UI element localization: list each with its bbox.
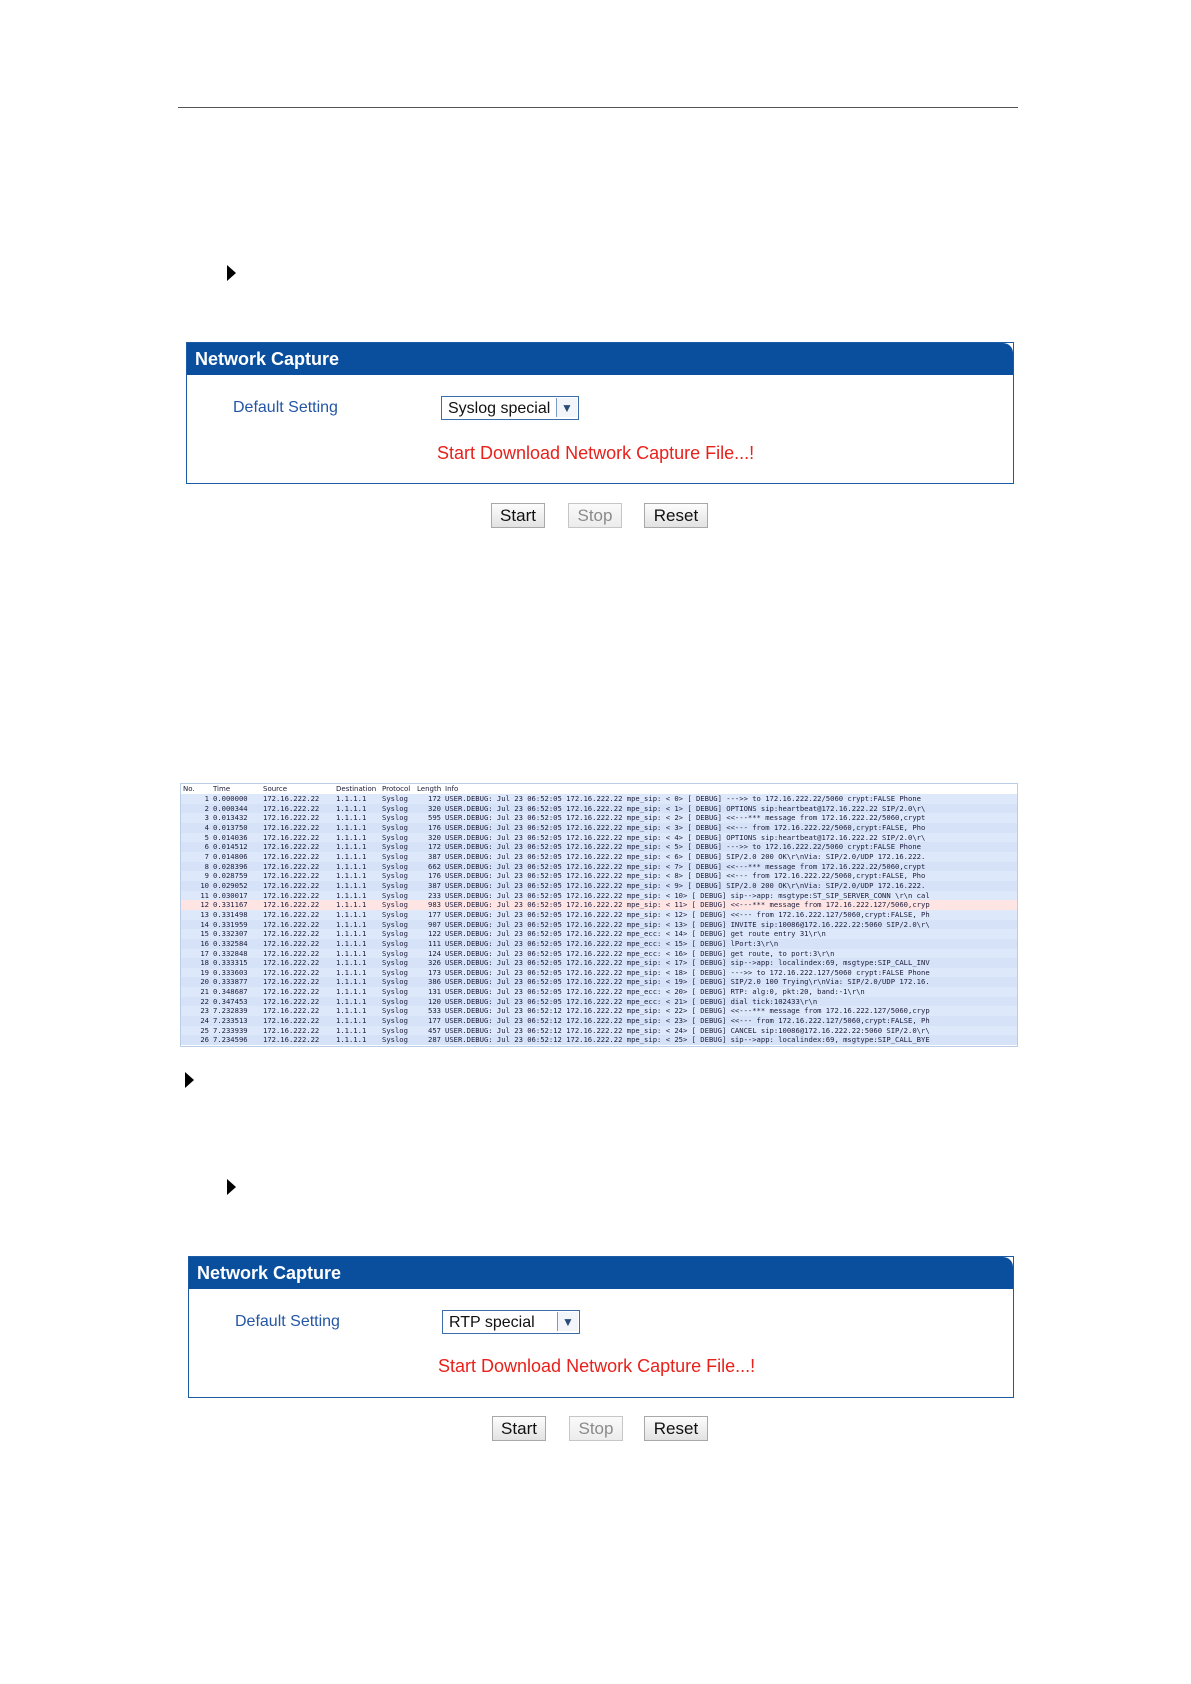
table-cell: 0.000344 [213,803,248,813]
table-cell: Syslog [382,803,408,813]
table-cell: USER.DEBUG: Jul 23 06:52:05 172.16.222.22 mpe_sip: < 4> [ DEBUG] OPTIONS sip:heartbeat@172.16.222.22 SIP/2.0\r\ [445,832,926,842]
table-cell: Syslog [382,1006,408,1016]
table-cell: 0.014036 [213,832,248,842]
table-cell: 1.1.1.1 [336,938,367,948]
table-cell: USER.DEBUG: Jul 23 06:52:05 172.16.222.22 mpe_sip: < 19> [ DEBUG] SIP/2.0 100 Trying\r\nVia: SIP/2.0/UDP 172.16. [445,977,930,987]
table-cell: 176 [428,871,441,881]
table-cell: 1.1.1.1 [336,890,367,900]
default-setting-select[interactable] [442,1310,580,1334]
table-cell: 287 [428,1035,441,1045]
table-row[interactable] [181,968,1017,978]
table-cell: USER.DEBUG: Jul 23 06:52:05 172.16.222.22 mpe_sip: < 2> [ DEBUG] <<---*** message from 172.16.222.22/5060,crypt [445,813,926,823]
table-cell: 172.16.222.22 [263,832,320,842]
table-cell: 1.1.1.1 [336,977,367,987]
table-cell: 907 [428,919,441,929]
table-cell: 0.348687 [213,987,248,997]
table-row[interactable] [181,881,1017,891]
panel-title: Network Capture [189,1257,1013,1289]
table-cell: 0.014806 [213,851,248,861]
table-body [181,794,1017,1045]
column-header[interactable]: Time [211,784,261,794]
table-cell: Syslog [382,909,408,919]
table-cell: 1.1.1.1 [336,996,367,1006]
table-cell: 111 [428,938,441,948]
reset-button[interactable]: Reset [644,1416,708,1441]
page-header-rule [178,107,1018,108]
table-cell: 457 [428,1025,441,1035]
table-cell: 1.1.1.1 [336,958,367,968]
table-cell: 172.16.222.22 [263,880,320,890]
table-cell: 177 [428,1016,441,1026]
table-cell: Syslog [382,977,408,987]
column-header[interactable]: No. [181,784,211,794]
table-cell: Syslog [382,890,408,900]
selected-option: Syslog special [448,400,551,417]
table-cell: Syslog [382,1016,408,1026]
table-cell: 0.331959 [213,919,248,929]
table-cell: 0.013432 [213,813,248,823]
table-cell: 172.16.222.22 [263,929,320,939]
table-cell: Syslog [382,794,408,803]
table-cell: Syslog [382,880,408,890]
column-header[interactable]: Length [417,785,442,793]
table-cell: 326 [428,958,441,968]
start-button[interactable]: Start [491,503,545,528]
table-cell: 0.029052 [213,880,248,890]
table-cell: 173 [428,967,441,977]
table-cell: USER.DEBUG: Jul 23 06:52:05 172.16.222.22 mpe_sip: < 12> [ DEBUG] <<--- from 172.16.222.127/5060,crypt:FALSE, Ph [445,909,930,919]
selected-option: RTP special [449,1314,535,1331]
table-cell: 4 [204,822,209,832]
table-cell: 172.16.222.22 [263,851,320,861]
table-cell: 172 [428,842,441,852]
table-cell: Syslog [382,871,408,881]
table-cell: 1.1.1.1 [336,794,367,803]
table-cell: 172.16.222.22 [263,1006,320,1016]
table-cell: 172.16.222.22 [263,900,320,910]
table-cell: 6 [204,842,209,852]
table-cell: USER.DEBUG: Jul 23 06:52:05 172.16.222.22 mpe_sip: < 5> [ DEBUG] --->> to 172.16.222.22/5060 crypt:FALSE Phone [445,842,921,852]
table-cell: USER.DEBUG: Jul 23 06:52:05 172.16.222.22 mpe_ecc: < 15> [ DEBUG] lPort:3\r\n [445,938,779,948]
table-row[interactable] [181,977,1017,987]
table-cell: USER.DEBUG: Jul 23 06:52:05 172.16.222.22 mpe_sip: < 17> [ DEBUG] sip-->app: localindex:69, msgtype:SIP_CALL_INV [445,958,930,968]
table-row[interactable] [181,794,1017,804]
table-cell: 983 [428,900,441,910]
table-cell: USER.DEBUG: Jul 23 06:52:05 172.16.222.22 mpe_sip: < 1> [ DEBUG] OPTIONS sip:heartbeat@172.16.222.22 SIP/2.0\r\ [445,803,926,813]
table-cell: 11 [200,890,209,900]
table-row[interactable] [181,823,1017,833]
table-cell: USER.DEBUG: Jul 23 06:52:05 172.16.222.22 mpe_sip: < 7> [ DEBUG] <<---*** message from 172.16.222.22/5060,crypt [445,861,926,871]
panel-title: Network Capture [187,343,1013,375]
table-cell: 124 [428,948,441,958]
bullet-arrow-icon [227,1179,236,1195]
table-cell: Syslog [382,822,408,832]
table-row[interactable] [181,852,1017,862]
table-cell: USER.DEBUG: Jul 23 06:52:05 172.16.222.22 mpe_ecc: < 16> [ DEBUG] get route, to port:3\r\n [445,948,835,958]
table-cell: USER.DEBUG: Jul 23 06:52:12 172.16.222.22 mpe_sip: < 24> [ DEBUG] CANCEL sip:10086@172.16.222.22:5060 SIP/2.0\r\ [445,1025,930,1035]
table-cell: 172.16.222.22 [263,813,320,823]
table-cell: 1.1.1.1 [336,929,367,939]
table-cell: USER.DEBUG: Jul 23 06:52:12 172.16.222.22 mpe_sip: < 25> [ DEBUG] sip-->app: localindex:69, msgtype:SIP_CALL_BYE [445,1035,930,1045]
table-row[interactable] [181,891,1017,901]
packet-capture-table [180,783,1018,1047]
table-cell: 176 [428,822,441,832]
table-cell: 233 [428,890,441,900]
table-row[interactable] [181,920,1017,930]
table-cell: 1.1.1.1 [336,909,367,919]
table-cell: 12 [200,900,209,910]
table-cell: 1.1.1.1 [336,822,367,832]
table-cell: 172.16.222.22 [263,987,320,997]
table-cell: 7.233513 [213,1016,248,1026]
table-row[interactable] [181,1006,1017,1016]
table-cell: 172.16.222.22 [263,948,320,958]
table-cell: 13 [200,909,209,919]
table-cell: USER.DEBUG: Jul 23 06:52:05 172.16.222.22 mpe_sip: < 13> [ DEBUG] INVITE sip:10086@172.16.222.22:5060 SIP/2.0\r\ [445,919,930,929]
table-cell: 24 [200,1016,209,1026]
table-row[interactable] [181,929,1017,939]
table-cell: 0.332307 [213,929,248,939]
table-cell: 533 [428,1006,441,1016]
default-setting-select[interactable] [441,396,579,420]
status-message: Start Download Network Capture File...! [438,1356,756,1376]
table-cell: 1.1.1.1 [336,871,367,881]
table-cell: 387 [428,880,441,890]
table-cell: 0.332584 [213,938,248,948]
table-cell: Syslog [382,958,408,968]
table-cell: 3 [204,813,209,823]
reset-button[interactable]: Reset [644,503,708,528]
default-setting-label: Default Setting [233,399,338,416]
chevron-down-icon[interactable]: ▼ [556,398,577,417]
table-cell: 0.331167 [213,900,248,910]
table-cell: 1.1.1.1 [336,900,367,910]
table-cell: 1.1.1.1 [336,880,367,890]
table-cell: 25 [200,1025,209,1035]
table-cell: Syslog [382,832,408,842]
table-cell: 7 [204,851,209,861]
column-header[interactable]: Protocol [380,784,415,794]
network-capture-panel-rtp [188,1256,1014,1398]
table-cell: 131 [428,987,441,997]
table-cell: 172.16.222.22 [263,977,320,987]
table-cell: 1.1.1.1 [336,842,367,852]
table-cell: Syslog [382,929,408,939]
table-cell: 0.347453 [213,996,248,1006]
table-cell: 1.1.1.1 [336,919,367,929]
column-header[interactable]: Source [261,784,334,794]
table-cell: 122 [428,929,441,939]
table-row[interactable] [181,842,1017,852]
table-cell: USER.DEBUG: Jul 23 06:52:05 172.16.222.22 mpe_sip: < 3> [ DEBUG] <<--- from 172.16.222.22/5060,crypt:FALSE, Pho [445,822,926,832]
table-cell: USER.DEBUG: Jul 23 06:52:12 172.16.222.22 mpe_sip: < 23> [ DEBUG] <<--- from 172.16.222.127/5060,crypt:FALSE, Ph [445,1016,930,1026]
table-cell: 172.16.222.22 [263,794,320,803]
table-cell: USER.DEBUG: Jul 23 06:52:05 172.16.222.22 mpe_sip: < 18> [ DEBUG] --->> to 172.16.222.127/5060 crypt:FALSE Phone [445,967,930,977]
table-cell: 1.1.1.1 [336,803,367,813]
table-cell: 0.028759 [213,871,248,881]
table-cell: 1.1.1.1 [336,832,367,842]
table-cell: USER.DEBUG: Jul 23 06:52:05 172.16.222.22 mpe_ecc: < 20> [ DEBUG] RTP: alg:0, pkt:20, band:-1\r\n [445,987,865,997]
table-cell: Syslog [382,987,408,997]
table-row[interactable] [181,804,1017,814]
table-row[interactable] [181,900,1017,910]
table-cell: 320 [428,803,441,813]
table-cell: 172.16.222.22 [263,871,320,881]
table-cell: 10 [200,880,209,890]
table-row[interactable] [181,949,1017,959]
default-setting-label: Default Setting [235,1313,340,1330]
table-cell: 172.16.222.22 [263,822,320,832]
column-header[interactable]: Info [443,784,1017,794]
table-cell: 172.16.222.22 [263,919,320,929]
table-cell: 0.014512 [213,842,248,852]
table-row[interactable] [181,871,1017,881]
table-cell: 15 [200,929,209,939]
table-cell: Syslog [382,996,408,1006]
table-cell: Syslog [382,851,408,861]
table-cell: 172.16.222.22 [263,958,320,968]
table-cell: Syslog [382,813,408,823]
table-cell: 7.232839 [213,1006,248,1016]
bullet-arrow-icon [227,265,236,281]
table-cell: USER.DEBUG: Jul 23 06:52:05 172.16.222.22 mpe_sip: < 11> [ DEBUG] <<---*** message from 172.16.222.127/5060,cryp [445,900,930,910]
status-message: Start Download Network Capture File...! [437,443,755,463]
table-cell: 5 [204,832,209,842]
table-cell: 1.1.1.1 [336,861,367,871]
table-cell: 21 [200,987,209,997]
table-cell: 0.333603 [213,967,248,977]
table-cell: 2 [204,803,209,813]
table-cell: Syslog [382,1025,408,1035]
table-cell: 1.1.1.1 [336,948,367,958]
table-cell: 1.1.1.1 [336,987,367,997]
network-capture-panel-syslog [186,342,1014,484]
table-cell: 22 [200,996,209,1006]
table-cell: 1.1.1.1 [336,813,367,823]
table-cell: 0.013750 [213,822,248,832]
table-header-row [181,784,1017,794]
table-cell: 595 [428,813,441,823]
table-cell: USER.DEBUG: Jul 23 06:52:05 172.16.222.22 mpe_sip: < 10> [ DEBUG] sip-->app: msgtype:ST_SIP_SERVER_CONN \r\n cal [445,890,930,900]
table-cell: 172.16.222.22 [263,890,320,900]
table-cell: USER.DEBUG: Jul 23 06:52:05 172.16.222.22 mpe_ecc: < 21> [ DEBUG] dial tick:102433\r\n [445,996,818,1006]
table-cell: 172.16.222.22 [263,1016,320,1026]
table-cell: 172.16.222.22 [263,909,320,919]
table-row[interactable] [181,987,1017,997]
table-row[interactable] [181,862,1017,872]
table-cell: USER.DEBUG: Jul 23 06:52:05 172.16.222.22 mpe_sip: < 8> [ DEBUG] <<--- from 172.16.222.22/5060,crypt:FALSE, Pho [445,871,926,881]
table-cell: 0.333877 [213,977,248,987]
table-row[interactable] [181,1035,1017,1045]
table-cell: 0.331498 [213,909,248,919]
table-cell: 172.16.222.22 [263,1025,320,1035]
table-row[interactable] [181,833,1017,843]
table-cell: USER.DEBUG: Jul 23 06:52:05 172.16.222.22 mpe_sip: < 6> [ DEBUG] SIP/2.0 200 OK\r\nVia: SIP/2.0/UDP 172.16.222. [445,851,926,861]
table-cell: USER.DEBUG: Jul 23 06:52:05 172.16.222.22 mpe_sip: < 0> [ DEBUG] --->> to 172.16.222.22/5060 crypt:FALSE Phone [445,794,921,803]
table-cell: 320 [428,832,441,842]
stop-button[interactable]: Stop [569,1416,623,1441]
bullet-arrow-icon [185,1072,194,1088]
table-cell: 20 [200,977,209,987]
table-cell: 18 [200,958,209,968]
table-cell: 1 [204,794,209,803]
table-cell: 1.1.1.1 [336,1025,367,1035]
table-cell: 0.333315 [213,958,248,968]
table-cell: 1.1.1.1 [336,967,367,977]
table-row[interactable] [181,1016,1017,1026]
table-cell: 0.000000 [213,794,248,803]
table-row[interactable] [181,958,1017,968]
table-cell: Syslog [382,938,408,948]
table-cell: 19 [200,967,209,977]
table-cell: USER.DEBUG: Jul 23 06:52:12 172.16.222.22 mpe_sip: < 22> [ DEBUG] <<---*** message from 172.16.222.127/5060,cryp [445,1006,930,1016]
table-cell: 387 [428,851,441,861]
table-cell: 8 [204,861,209,871]
table-cell: 1.1.1.1 [336,1006,367,1016]
table-cell: 172.16.222.22 [263,938,320,948]
table-cell: 172.16.222.22 [263,967,320,977]
table-cell: 16 [200,938,209,948]
table-cell: 17 [200,948,209,958]
table-cell: 1.1.1.1 [336,1035,367,1045]
table-cell: Syslog [382,861,408,871]
table-cell: 662 [428,861,441,871]
table-row[interactable] [181,997,1017,1007]
table-row[interactable] [181,1026,1017,1036]
stop-button[interactable]: Stop [568,503,622,528]
table-cell: 172.16.222.22 [263,803,320,813]
table-cell: 7.234596 [213,1035,248,1045]
table-cell: Syslog [382,842,408,852]
table-cell: 0.030017 [213,890,248,900]
table-cell: 172.16.222.22 [263,861,320,871]
table-cell: 0.028396 [213,861,248,871]
table-cell: Syslog [382,948,408,958]
table-cell: 26 [200,1035,209,1045]
table-cell: 1.1.1.1 [336,851,367,861]
table-cell: 172.16.222.22 [263,996,320,1006]
column-header[interactable]: Destination [334,784,380,794]
table-cell: 23 [200,1006,209,1016]
table-cell: Syslog [382,1035,408,1045]
table-cell: Syslog [382,919,408,929]
table-cell: 172.16.222.22 [263,1035,320,1045]
table-cell: 7.233939 [213,1025,248,1035]
table-row[interactable] [181,939,1017,949]
table-row[interactable] [181,813,1017,823]
table-cell: 1.1.1.1 [336,1016,367,1026]
table-cell: 172 [428,794,441,803]
table-cell: 120 [428,996,441,1006]
table-cell: USER.DEBUG: Jul 23 06:52:05 172.16.222.22 mpe_sip: < 9> [ DEBUG] SIP/2.0 200 OK\r\nVia: SIP/2.0/UDP 172.16.222. [445,880,926,890]
table-cell: 386 [428,977,441,987]
chevron-down-icon[interactable]: ▼ [557,1312,578,1331]
table-cell: 177 [428,909,441,919]
table-cell: 14 [200,919,209,929]
table-cell: 0.332848 [213,948,248,958]
table-cell: Syslog [382,967,408,977]
table-cell: Syslog [382,900,408,910]
table-cell: 9 [204,871,209,881]
table-cell: 172.16.222.22 [263,842,320,852]
table-row[interactable] [181,910,1017,920]
table-cell: USER.DEBUG: Jul 23 06:52:05 172.16.222.22 mpe_ecc: < 14> [ DEBUG] get route entry 31\r\n [445,929,826,939]
start-button[interactable]: Start [492,1416,546,1441]
